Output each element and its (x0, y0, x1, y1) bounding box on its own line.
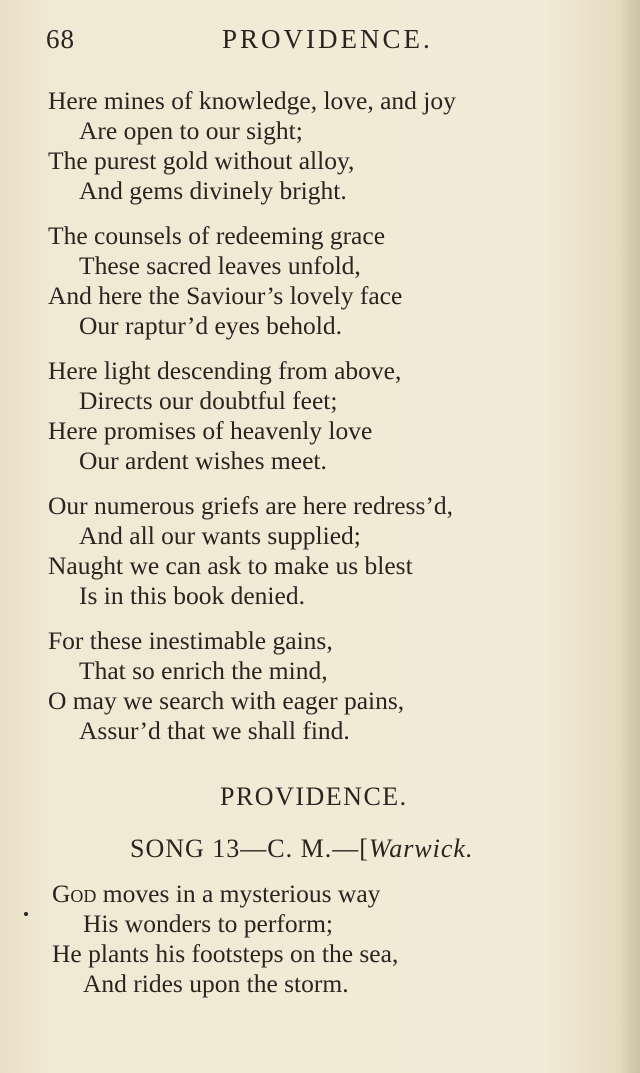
first-line-rest: moves in a mysterious way (96, 879, 381, 908)
verse-line (52, 879, 592, 909)
verse-line: The purest gold without alloy, (48, 146, 355, 175)
stanza-4 (48, 491, 588, 611)
section-title: PROVIDENCE. (220, 782, 408, 811)
verse-line: O may we search with eager pains, (48, 686, 405, 715)
verse-line: And gems divinely bright. (79, 176, 347, 205)
page-number: 68 (46, 24, 75, 54)
verse-line: Naught we can ask to make us blest (48, 551, 413, 580)
verse-line: Directs our doubtful feet; (79, 386, 338, 415)
verse-line: He plants his footsteps on the sea, (52, 939, 399, 968)
verse-line: Are open to our sight; (79, 116, 303, 145)
verse-line: His wonders to perform; (83, 909, 333, 938)
verse-line: And rides upon the storm. (83, 969, 349, 998)
stanza-5 (48, 626, 588, 746)
page-edge-shadow (620, 0, 640, 1073)
first-word: God (52, 879, 97, 908)
page-header (46, 24, 606, 64)
stanza-2 (48, 221, 588, 341)
verse-line: Our raptur’d eyes behold. (79, 311, 342, 340)
verse-line: These sacred leaves unfold, (79, 251, 361, 280)
verse-line: The counsels of redeeming grace (48, 221, 386, 250)
verse-line: Our ardent wishes meet. (79, 446, 327, 475)
verse-line: For these inestimable gains, (48, 626, 333, 655)
running-title: PROVIDENCE. (222, 24, 433, 54)
verse-line: Here mines of knowledge, love, and joy (48, 86, 456, 115)
verse-line: Here light descending from above, (48, 356, 402, 385)
verse-line: And here the Saviour’s lovely face (48, 281, 403, 310)
song-heading (130, 834, 473, 864)
verse-line: Here promises of heavenly love (48, 416, 373, 445)
verse-line: Our numerous griefs are here redress’d, (48, 491, 453, 520)
stanza-1 (48, 86, 588, 206)
verse-line: Is in this book denied. (79, 581, 305, 610)
margin-mark (24, 912, 28, 916)
verse-line: That so enrich the mind, (79, 656, 328, 685)
verse-line: And all our wants supplied; (79, 521, 361, 550)
song-label: SONG 13—C. M.—[ (130, 834, 369, 863)
song-13-stanza-1 (52, 879, 592, 999)
verse-line: Assur’d that we shall find. (79, 716, 350, 745)
stanza-3 (48, 356, 588, 476)
hymn-stanzas (48, 86, 588, 761)
tune-name: Warwick. (368, 834, 474, 863)
